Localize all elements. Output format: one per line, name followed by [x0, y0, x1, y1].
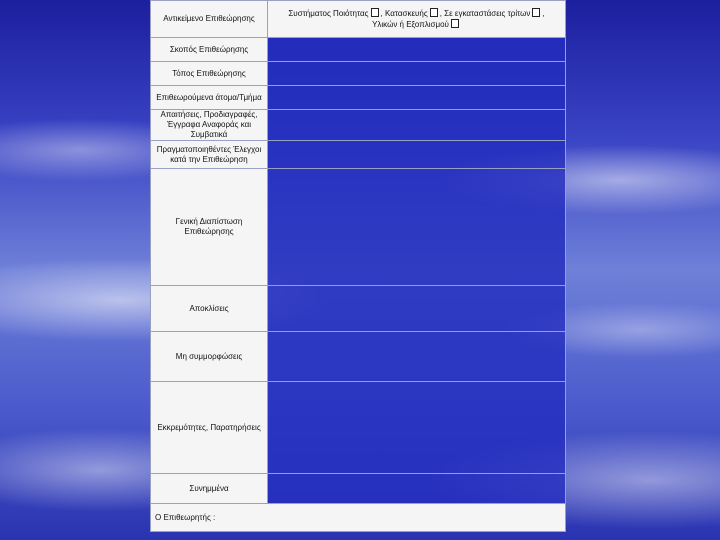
inspector-field[interactable] [151, 504, 566, 532]
row-inspector [151, 504, 566, 532]
label-attachments: Συνημμένα [151, 474, 268, 504]
row-inspected-persons [151, 86, 566, 110]
inspection-object-options: Συστήματος Ποιότητας , Κατασκευής , Σε εγκαταστάσεις τρίτων , Υλικών ή Εξοπλισμού [268, 1, 566, 38]
inspection-report-form [150, 0, 566, 532]
option-construction-label: Κατασκευής [384, 9, 428, 18]
row-inspection-purpose [151, 38, 566, 62]
option-third-party-label: Σε εγκαταστάσεις τρίτων [444, 9, 531, 18]
quality-system-checkbox[interactable] [371, 8, 379, 17]
row-nonconformities [151, 332, 566, 382]
nonconformities-field[interactable] [268, 332, 566, 382]
label-inspection-purpose: Σκοπός Επιθεώρησης [151, 38, 268, 62]
row-checks-performed [151, 141, 566, 169]
pending-remarks-field[interactable] [268, 382, 566, 474]
row-requirements [151, 110, 566, 141]
general-finding-field[interactable] [268, 169, 566, 286]
label-checks-performed: Πραγματοποιηθέντες Έλεγχοι κατά την Επιθεώρηση [151, 141, 268, 169]
label-general-finding: Γενική Διαπίστωση Επιθεώρησης [151, 169, 268, 286]
row-attachments [151, 474, 566, 504]
label-inspection-object: Αντικείμενο Επιθεώρησης [151, 1, 268, 38]
label-inspected-persons: Επιθεωρούμενα άτομα/Τμήμα [151, 86, 268, 110]
label-inspection-place: Τόπος Επιθεώρησης [151, 62, 268, 86]
row-deviations [151, 286, 566, 332]
inspection-purpose-field[interactable] [268, 38, 566, 62]
inspected-persons-field[interactable] [268, 86, 566, 110]
requirements-field[interactable] [268, 110, 566, 141]
row-general-finding [151, 169, 566, 286]
deviations-field[interactable] [268, 286, 566, 332]
row-inspection-place [151, 62, 566, 86]
label-nonconformities: Μη συμμορφώσεις [151, 332, 268, 382]
inspection-place-field[interactable] [268, 62, 566, 86]
label-deviations: Αποκλίσεις [151, 286, 268, 332]
construction-checkbox[interactable] [430, 8, 438, 17]
option-quality-system-label: Συστήματος Ποιότητας [288, 9, 369, 18]
row-inspection-object [151, 1, 566, 38]
materials-checkbox[interactable] [451, 19, 459, 28]
row-pending-remarks [151, 382, 566, 474]
attachments-field[interactable] [268, 474, 566, 504]
checks-performed-field[interactable] [268, 141, 566, 169]
label-pending-remarks: Εκκρεμότητες, Παρατηρήσεις [151, 382, 268, 474]
label-requirements: Απαιτήσεις, Προδιαγραφές, Έγγραφα Αναφοράς και Συμβατικά [151, 110, 268, 141]
option-materials-label: Υλικών ή Εξοπλισμού [372, 20, 449, 29]
inspector-label: Ο Επιθεωρητής : [155, 512, 216, 522]
third-party-checkbox[interactable] [532, 8, 540, 17]
